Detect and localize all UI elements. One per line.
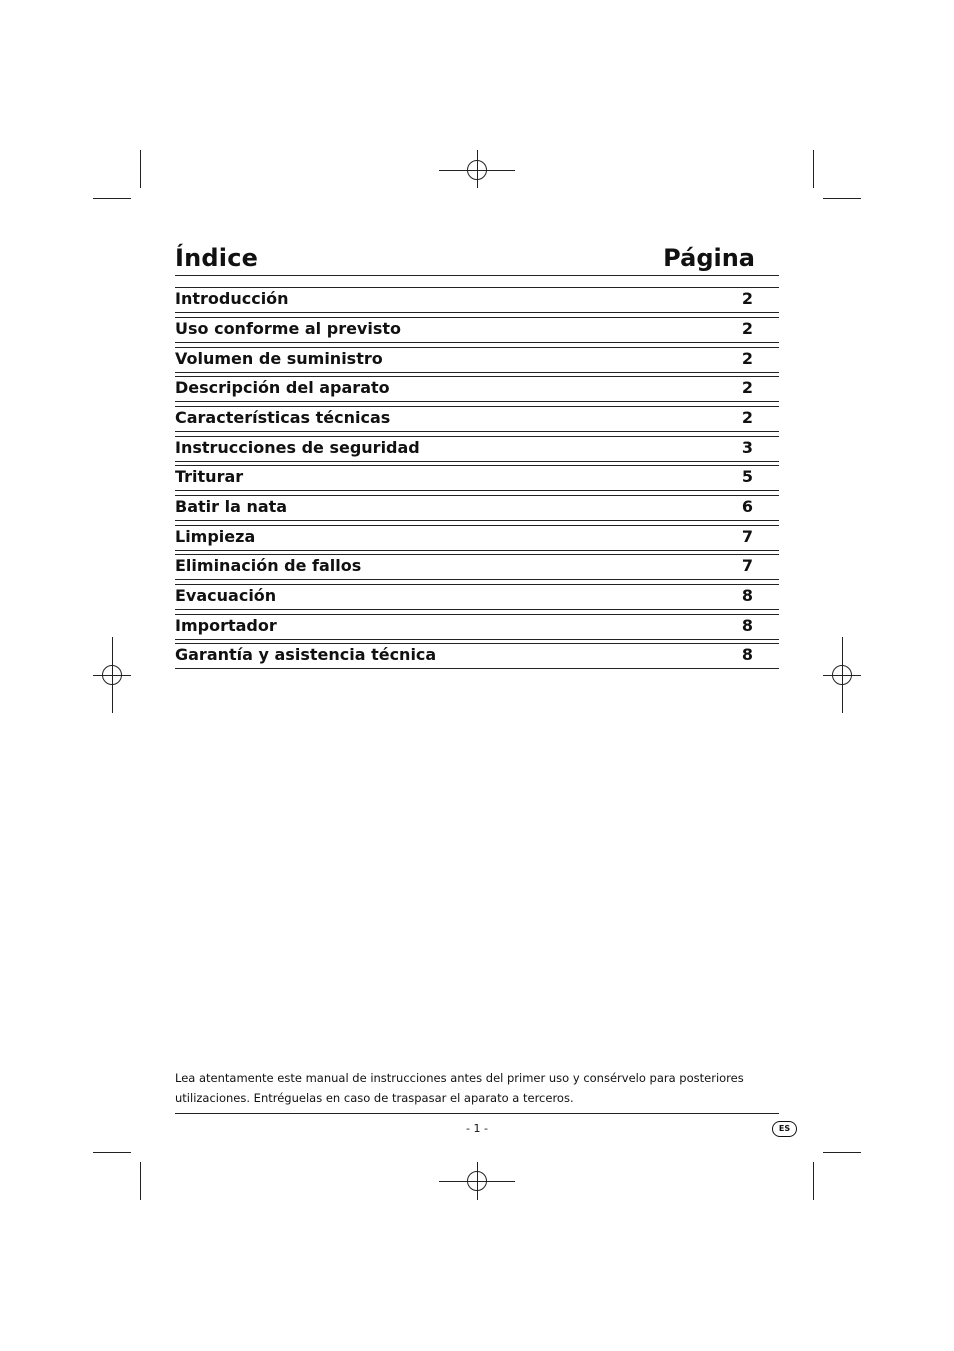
toc-entry[interactable] xyxy=(175,584,779,610)
toc-entry-label: Evacuación xyxy=(175,586,277,605)
toc-entry-page: 3 xyxy=(741,438,753,457)
toc-entry-page: 8 xyxy=(741,616,753,635)
toc-page-label: Página xyxy=(663,244,755,272)
toc-entry[interactable] xyxy=(175,406,779,432)
toc-entry-label: Eliminación de fallos xyxy=(175,556,362,575)
toc-entry[interactable] xyxy=(175,643,779,669)
toc-entry-page: 7 xyxy=(741,556,753,575)
toc-entry[interactable] xyxy=(175,465,779,491)
reading-note-line: Lea atentamente este manual de instrucciones antes del primer uso y consérvelo para posteriores xyxy=(175,1071,744,1085)
toc-entry-page: 2 xyxy=(741,349,753,368)
toc-entry-label: Uso conforme al previsto xyxy=(175,319,402,338)
language-badge: ES xyxy=(772,1121,797,1137)
toc-entry-page: 2 xyxy=(741,408,753,427)
toc-title: Índice xyxy=(175,244,259,272)
reading-note-line: utilizaciones. Entréguelas en caso de traspasar el aparato a terceros. xyxy=(175,1091,574,1105)
toc-entry-page: 7 xyxy=(741,527,753,546)
footer-divider xyxy=(175,1113,779,1114)
toc-entry-page: 2 xyxy=(741,319,753,338)
toc-entry-label: Batir la nata xyxy=(175,497,288,516)
toc-entry-label: Instrucciones de seguridad xyxy=(175,438,420,457)
toc-entry-label: Volumen de suministro xyxy=(175,349,383,368)
toc-entry-label: Importador xyxy=(175,616,277,635)
toc-entry[interactable] xyxy=(175,376,779,402)
toc-entry[interactable] xyxy=(175,614,779,640)
toc-entry[interactable] xyxy=(175,525,779,551)
toc-entry-page: 5 xyxy=(741,467,753,486)
toc-entry-label: Características técnicas xyxy=(175,408,391,427)
toc-entry-page: 6 xyxy=(741,497,753,516)
toc-entry-page: 8 xyxy=(741,645,753,664)
toc-entry-label: Garantía y asistencia técnica xyxy=(175,645,437,664)
toc-header xyxy=(175,240,779,276)
toc-entry[interactable] xyxy=(175,287,779,313)
toc-entry-label: Limpieza xyxy=(175,527,256,546)
toc-entry[interactable] xyxy=(175,495,779,521)
toc-entry[interactable] xyxy=(175,554,779,580)
toc-entry-label: Descripción del aparato xyxy=(175,378,390,397)
toc-entry-label: Introducción xyxy=(175,289,289,308)
toc-entry[interactable] xyxy=(175,317,779,343)
toc-entry-page: 2 xyxy=(741,378,753,397)
table-of-contents xyxy=(175,240,779,664)
reading-note xyxy=(175,1068,779,1108)
toc-entry-page: 8 xyxy=(741,586,753,605)
toc-entry[interactable] xyxy=(175,347,779,373)
toc-entry-page: 2 xyxy=(741,289,753,308)
toc-entry[interactable] xyxy=(175,436,779,462)
toc-entry-label: Triturar xyxy=(175,467,244,486)
page-number: - 1 - xyxy=(466,1122,488,1135)
